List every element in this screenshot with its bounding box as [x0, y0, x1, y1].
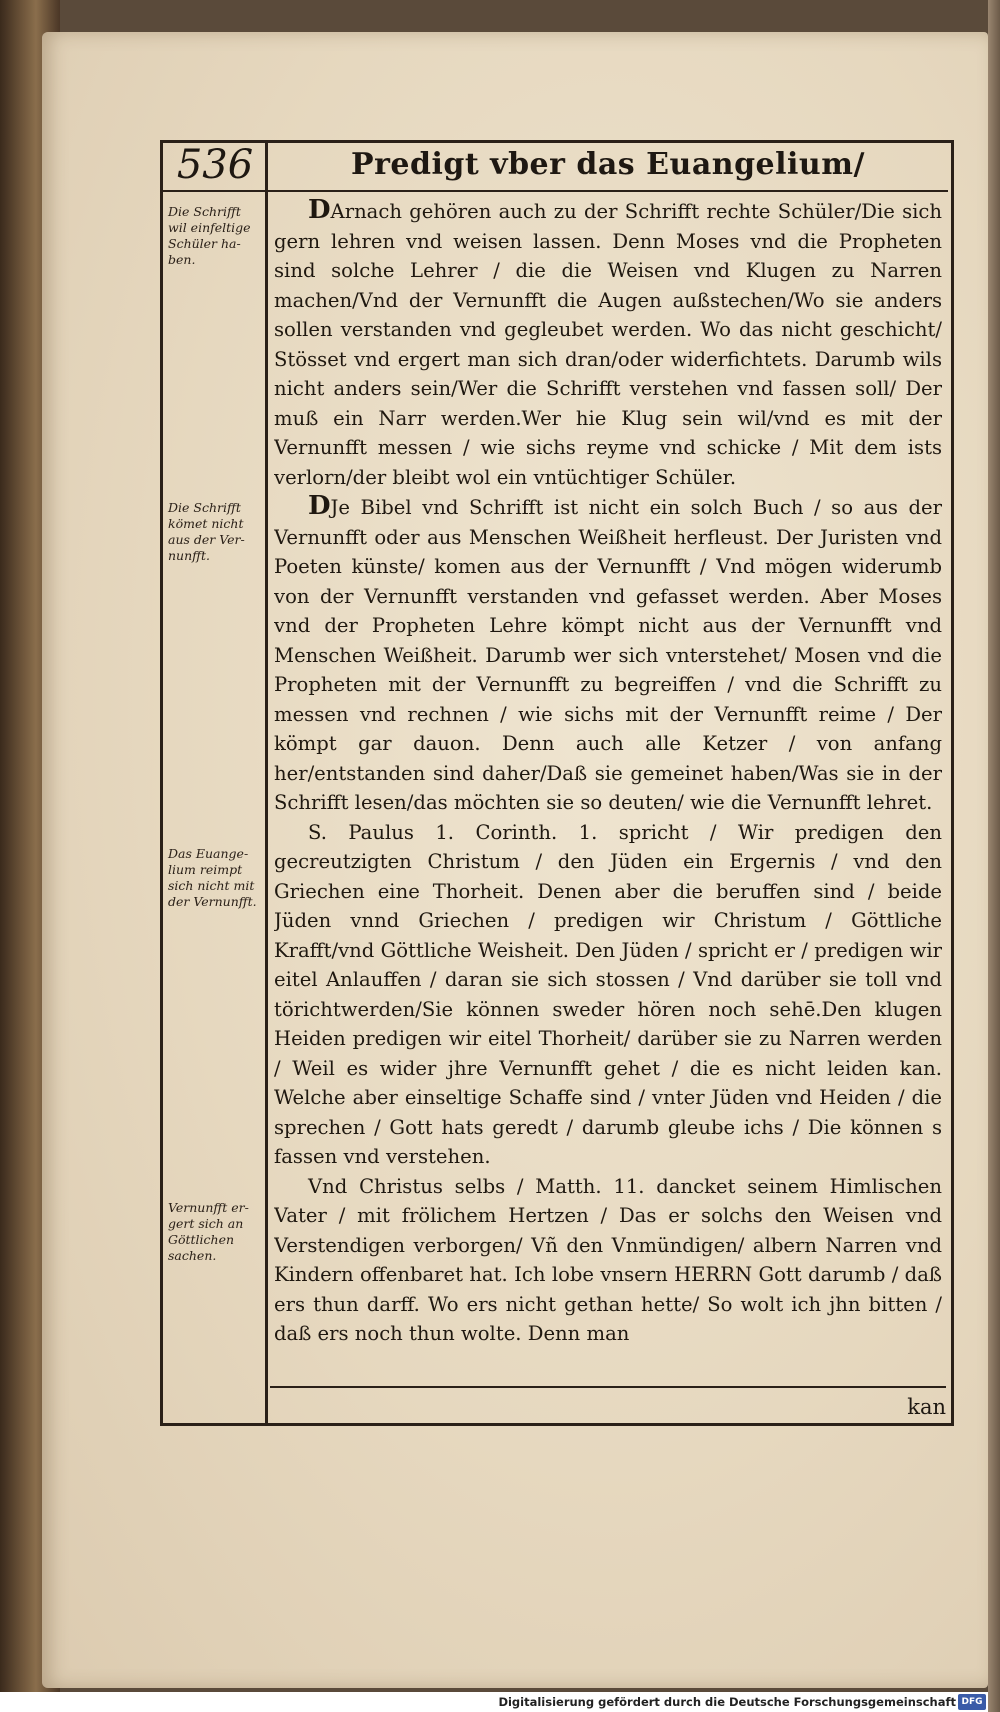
paragraph	[274, 492, 942, 818]
initial-letter: D	[308, 491, 331, 521]
marginal-note: Die Schrifft wil einfeltige Schüler ha- ben.	[168, 204, 251, 267]
paragraph-text: Vnd Christus selbs / Matth. 11. dancket seinem Himlischen Vater / mit frölichem Hertzen / Das er solchs den Weisen vnd Verstendigen verborgen/ Vñ den Vnmündigen/ albern Narren vnd Kindern offenbaret hat. Ich lobe vnsern HERRN Gott darumb / daß ers thun darff. Wo ers nicht gethan hette/ So wolt ich jhn bitten / daß ers noch thun wolte. Denn man	[274, 1174, 942, 1345]
margin-column-divider	[265, 140, 268, 1423]
paragraph-text: S. Paulus 1. Corinth. 1. spricht / Wir predigen den gecreutzigten Christum / den Jüden ein Ergernis / vnd den Griechen eine Thorheit. Denen aber die beruffen sind / beide Jüden vnnd Griechen / predigen wir Christum / Göttliche Krafft/vnd Göttliche Weisheit. Den Jüden / spricht er / predigen wir eitel Anlauffen / daran sie sich stossen / Vnd darüber sie toll vnd törichtwerden/Sie können sweder hören noch sehē.Den klugen Heiden predigen wir eitel Thorheit/ darüber sie zu Narren werden / Weil es wider jhre Vernunfft gehet / die es nicht leiden kan. Welche aber einseltige Schaffe sind / vnter Jüden vnd Heiden / die sprechen / Gott hats geredt / darumb gleube ichs / Die können s fassen vnd verstehen.	[274, 820, 942, 1168]
marginal-note: Das Euange- lium reimpt sich nicht mit der Vernunfft.	[168, 846, 257, 909]
dfg-logo: DFG	[958, 1694, 986, 1710]
paragraph-text: Arnach gehören auch zu der Schrifft rechte Schüler/Die sich gern lehren vnd weisen lassen. Denn Moses vnd die Propheten sind solche Lehrer / die die Weisen vnd Klugen zu Narren machen/Vnd der Vernunfft die Augen außstechen/Wo sie anders sollen verstanden vnd gegleubet werden. Wo das nicht geschicht/ Stösset vnd ergert man sich dran/oder widerfichtets. Darumb wils nicht anders sein/Wer die Schrifft verstehen vnd fassen soll/ Der muß ein Narr werden.Wer hie Klug sein wil/vnd es mit der Vernunfft messen / wie sichs reyme vnd schicke / Mit dem ists verlorn/der bleibt wol ein vntüchtiger Schüler.	[274, 200, 942, 489]
paragraph-text: Je Bibel vnd Schrifft ist nicht ein solch Buch / so aus der Vernunfft oder aus Menschen Weißheit herfleust. Der Juristen vnd Poeten künste/ komen aus der Vernunfft / Vnd mögen widerumb von der Vernunfft verstanden vnd gefasset werden. Aber Moses vnd der Propheten Lehre kömpt nicht aus der Vernunfft vnd Menschen Weißheit. Darumb wer sich vnterstehet/ Mosen vnd die Propheten mit der Vernunfft zu begreiffen / vnd die Schrifft zu messen vnd rechnen / wie sichs mit der Vernunfft reime / Der kömpt gar dauon. Denn auch alle Ketzer / von anfang her/entstanden sind daher/Daß sie gemeinet haben/Was sie in der Schrifft lesen/das möchten sie so deuten/ wie die Vernunfft lehret.	[274, 496, 942, 814]
catchword: kan	[907, 1395, 946, 1419]
paragraph	[274, 818, 942, 1172]
running-head: Predigt vber das Euangelium/	[351, 147, 865, 182]
main-text-body	[274, 196, 942, 1378]
funding-credit: Digitalisierung gefördert durch die Deutsche Forschungsgemeinschaft	[498, 1695, 956, 1709]
page-number: 536	[176, 142, 254, 188]
paragraph	[274, 196, 942, 492]
paragraph	[274, 1172, 942, 1349]
marginal-note: Vernunfft er- gert sich an Göttlichen sachen.	[168, 1200, 249, 1263]
initial-letter: D	[308, 196, 331, 225]
footer-rule	[270, 1386, 946, 1388]
book-fore-edge	[988, 0, 1000, 1712]
header-rule	[160, 190, 948, 192]
marginal-note: Die Schrifft kömet nicht aus der Ver- nunfft.	[168, 500, 245, 563]
